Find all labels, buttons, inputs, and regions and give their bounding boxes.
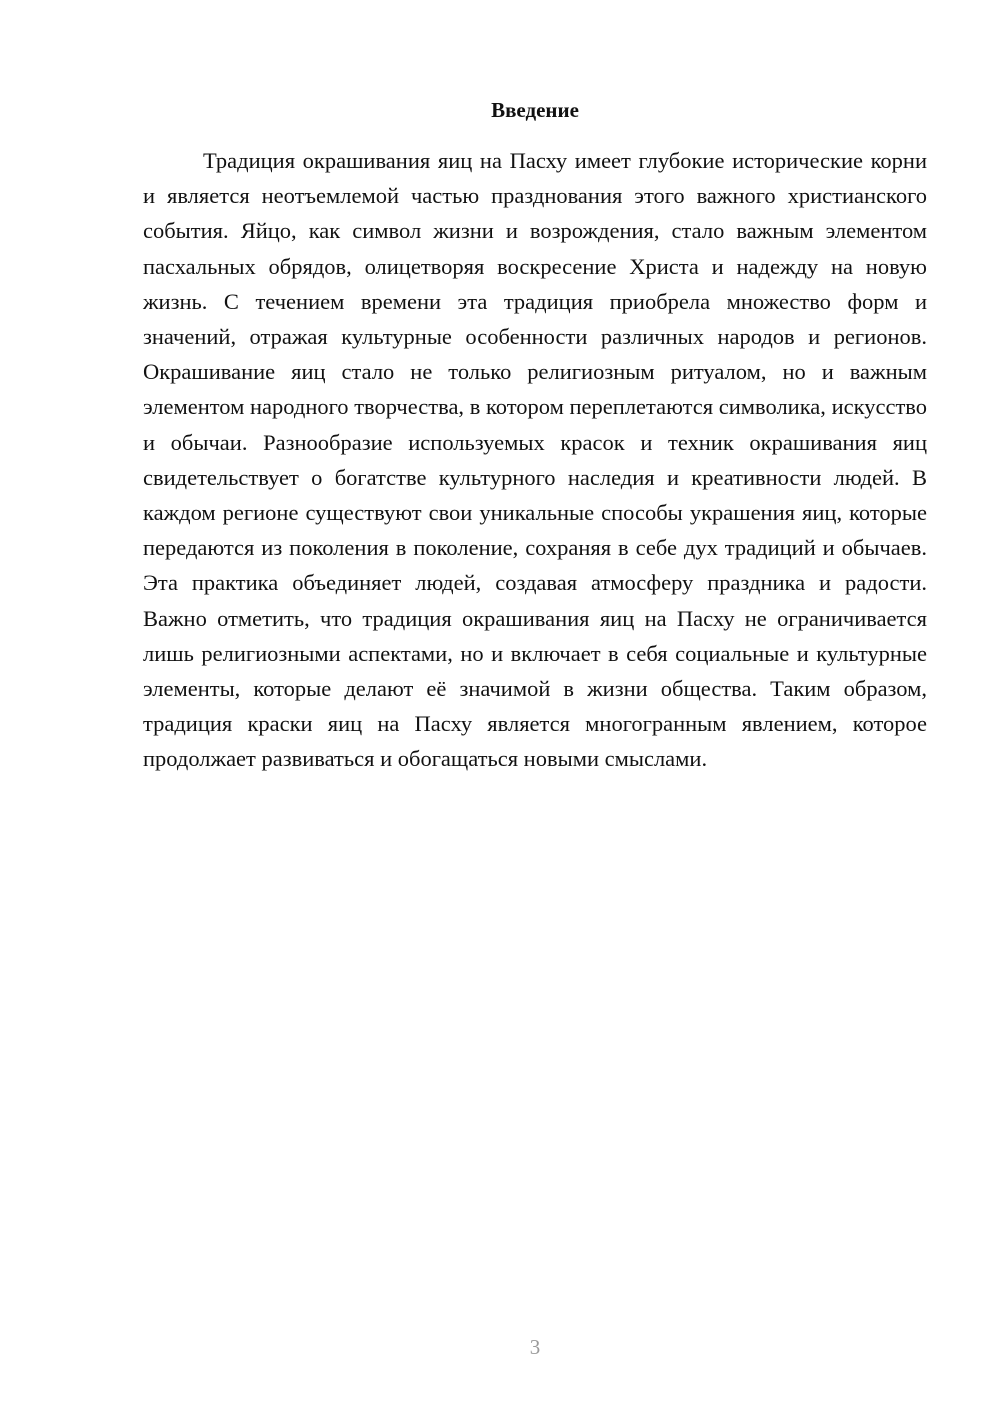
- body-paragraph: Традиция окрашивания яиц на Пасху имеет глубокие исторические корни и является неотъемлемой частью празднования этого важного христианского события. Яйцо, как символ жизни и возрождения, стало важным элементом пасхальных обрядов, олицетворяя воскресение Христа и надежду на новую жизнь. С течением времени эта традиция приобрела множество форм и значений, отражая культурные особенности различных народов и регионов. Окрашивание яиц стало не только религиозным ритуалом, но и важным элементом народного творчества, в котором переплетаются символика, искусство и обычаи. Разнообразие используемых красок и техник окрашивания яиц свидетельствует о богатстве культурного наследия и креативности людей. В каждом регионе существуют свои уникальные способы украшения яиц, которые передаются из поколения в поколение, сохраняя в себе дух традиций и обычаев. Эта практика объединяет людей, создавая атмосферу праздника и радости. Важно отметить, что традиция окрашивания яиц на Пасху не ограничивается лишь религиозными аспектами, но и включает в себя социальные и культурные элементы, которые делают её значимой в жизни общества. Таким образом, традиция краски яиц на Пасху является многогранным явлением, которое продолжает развиваться и обогащаться новыми смыслами.: [143, 148, 927, 772]
- page-title: Введение: [491, 98, 579, 122]
- page-number: 3: [529, 1335, 541, 1359]
